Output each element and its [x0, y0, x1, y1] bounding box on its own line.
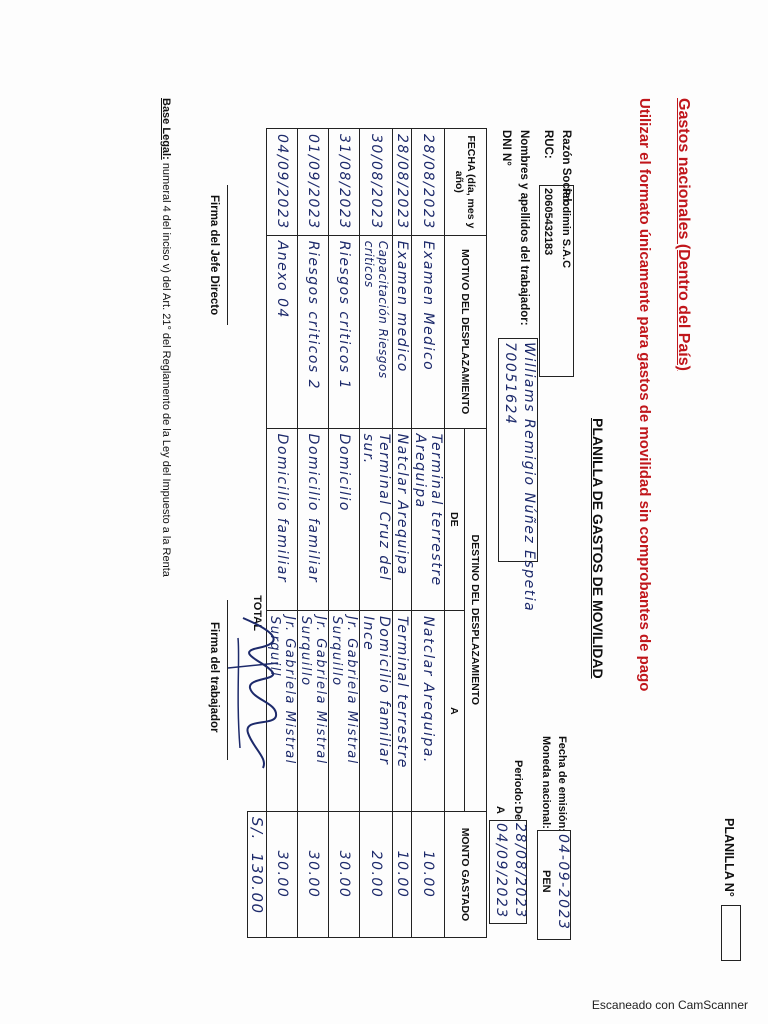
worker-signature-label: Firma del trabajador	[208, 622, 220, 733]
base-legal-text: numeral 4 del inciso v) del Art. 21° del Reglamento de la Ley del Impuesto a la Renta	[160, 162, 172, 577]
row-motivo: Riesgos criticos 2	[298, 235, 329, 428]
ruc-label: RUC:	[542, 130, 554, 159]
row-de: Domicilio familiar	[298, 428, 329, 610]
table-row	[267, 129, 298, 938]
row-monto: 20.00	[360, 811, 393, 937]
row-fecha: 04/09/2023	[267, 129, 298, 236]
row-motivo: Examen Medico	[412, 235, 445, 428]
total-currency: S/.	[248, 816, 266, 841]
table-row	[412, 129, 445, 938]
base-legal-label: Base Legal:	[160, 98, 172, 160]
row-de: Terminal Cruz del sur.	[360, 428, 393, 610]
moneda-value: PEN	[540, 870, 552, 893]
row-monto: 30.00	[267, 811, 298, 937]
camscanner-watermark: Escaneado con CamScanner	[591, 998, 748, 1012]
planilla-number-box	[721, 905, 741, 961]
row-monto: 10.00	[412, 811, 445, 937]
expenses-table	[247, 128, 487, 938]
page-title: PLANILLA DE GASTOS DE MOVILIDAD	[590, 418, 606, 679]
header-destino: DESTINO DEL DESPLAZAMIENTO	[465, 428, 487, 811]
total-label: TOTAL	[250, 595, 263, 631]
periodo-label: Periodo:	[512, 760, 524, 805]
worker-name-value: Williams Remigio Núñez Espetia	[521, 342, 537, 613]
jefe-signature-label: Firma del Jefe Directo	[208, 195, 220, 316]
section-heading: Gastos nacionales (Dentro del País)	[675, 98, 692, 371]
row-de: Domicilio familiar	[267, 428, 298, 610]
ruc-value: 20605432183	[542, 188, 554, 256]
dni-value: 70051624	[502, 342, 518, 426]
header-de: DE	[445, 428, 465, 610]
jefe-signature-line	[227, 185, 228, 325]
row-monto: 30.00	[329, 811, 360, 937]
total-row	[248, 129, 267, 938]
row-monto: 10.00	[393, 811, 412, 937]
row-fecha: 01/09/2023	[298, 129, 329, 236]
instruction-text: Utilizar el formato únicamente para gastos de movilidad sin comprobantes de pago	[636, 98, 653, 692]
planilla-number-label: PLANILLA N°	[722, 818, 736, 897]
periodo-de-value: 28/08/2023	[512, 823, 528, 919]
table-row	[393, 129, 412, 938]
header-fecha: FECHA (día, mes y año)	[445, 129, 487, 236]
base-legal	[160, 98, 172, 577]
header-monto: MONTO GASTADO	[445, 811, 487, 937]
total-cell	[248, 811, 267, 937]
row-fecha: 28/08/2023	[393, 129, 412, 236]
row-a: Jr. Gabriela Mistral Surquill	[267, 610, 298, 811]
row-a: Domicilio familiar Ince	[360, 610, 393, 811]
table-row	[329, 129, 360, 938]
row-a: Natclar Arequipa.	[412, 610, 445, 811]
razon-social-label: Razón Social:	[560, 130, 572, 206]
periodo-de-label: De	[512, 806, 524, 821]
worker-name-label: Nombres y apellidos del trabajador:	[518, 130, 530, 326]
row-motivo: Examen medico	[393, 235, 412, 428]
moneda-label: Moneda nacional:	[540, 736, 552, 829]
row-fecha: 31/08/2023	[329, 129, 360, 236]
row-a: Terminal terrestre	[393, 610, 412, 811]
fecha-emision-value: 04-09-2023	[555, 834, 571, 931]
razon-social-value: Prodimin S.A.C	[560, 188, 572, 269]
row-fecha: 28/08/2023	[412, 129, 445, 236]
row-fecha: 30/08/2023	[360, 129, 393, 236]
table-row	[360, 129, 393, 938]
row-monto: 30.00	[298, 811, 329, 937]
row-a: Jr. Gabriela Mistral Surquillo	[298, 610, 329, 811]
periodo-a-label: A	[494, 806, 506, 814]
handwritten-signature	[218, 608, 298, 778]
row-motivo: Anexo 04	[267, 235, 298, 428]
header-a: A	[445, 610, 465, 811]
fecha-emision-label: Fecha de emisión:	[556, 736, 568, 832]
header-motivo: MOTIVO DEL DESPLAZAMIENTO	[445, 235, 487, 428]
table-row	[298, 129, 329, 938]
row-de: Terminal terrestre Arequipa	[412, 428, 445, 610]
periodo-a-value: 04/09/2023	[493, 823, 509, 919]
row-de: Natclar Arequipa	[393, 428, 412, 610]
total-value: 130.00	[248, 853, 266, 915]
dni-label: DNI N°	[500, 130, 512, 166]
row-motivo: Riesgos criticos 1	[329, 235, 360, 428]
row-a: Jr. Gabriela Mistral Surquillo	[329, 610, 360, 811]
row-de: Domicilio	[329, 428, 360, 610]
row-motivo: Capacitación Riesgos criticos	[360, 235, 393, 428]
